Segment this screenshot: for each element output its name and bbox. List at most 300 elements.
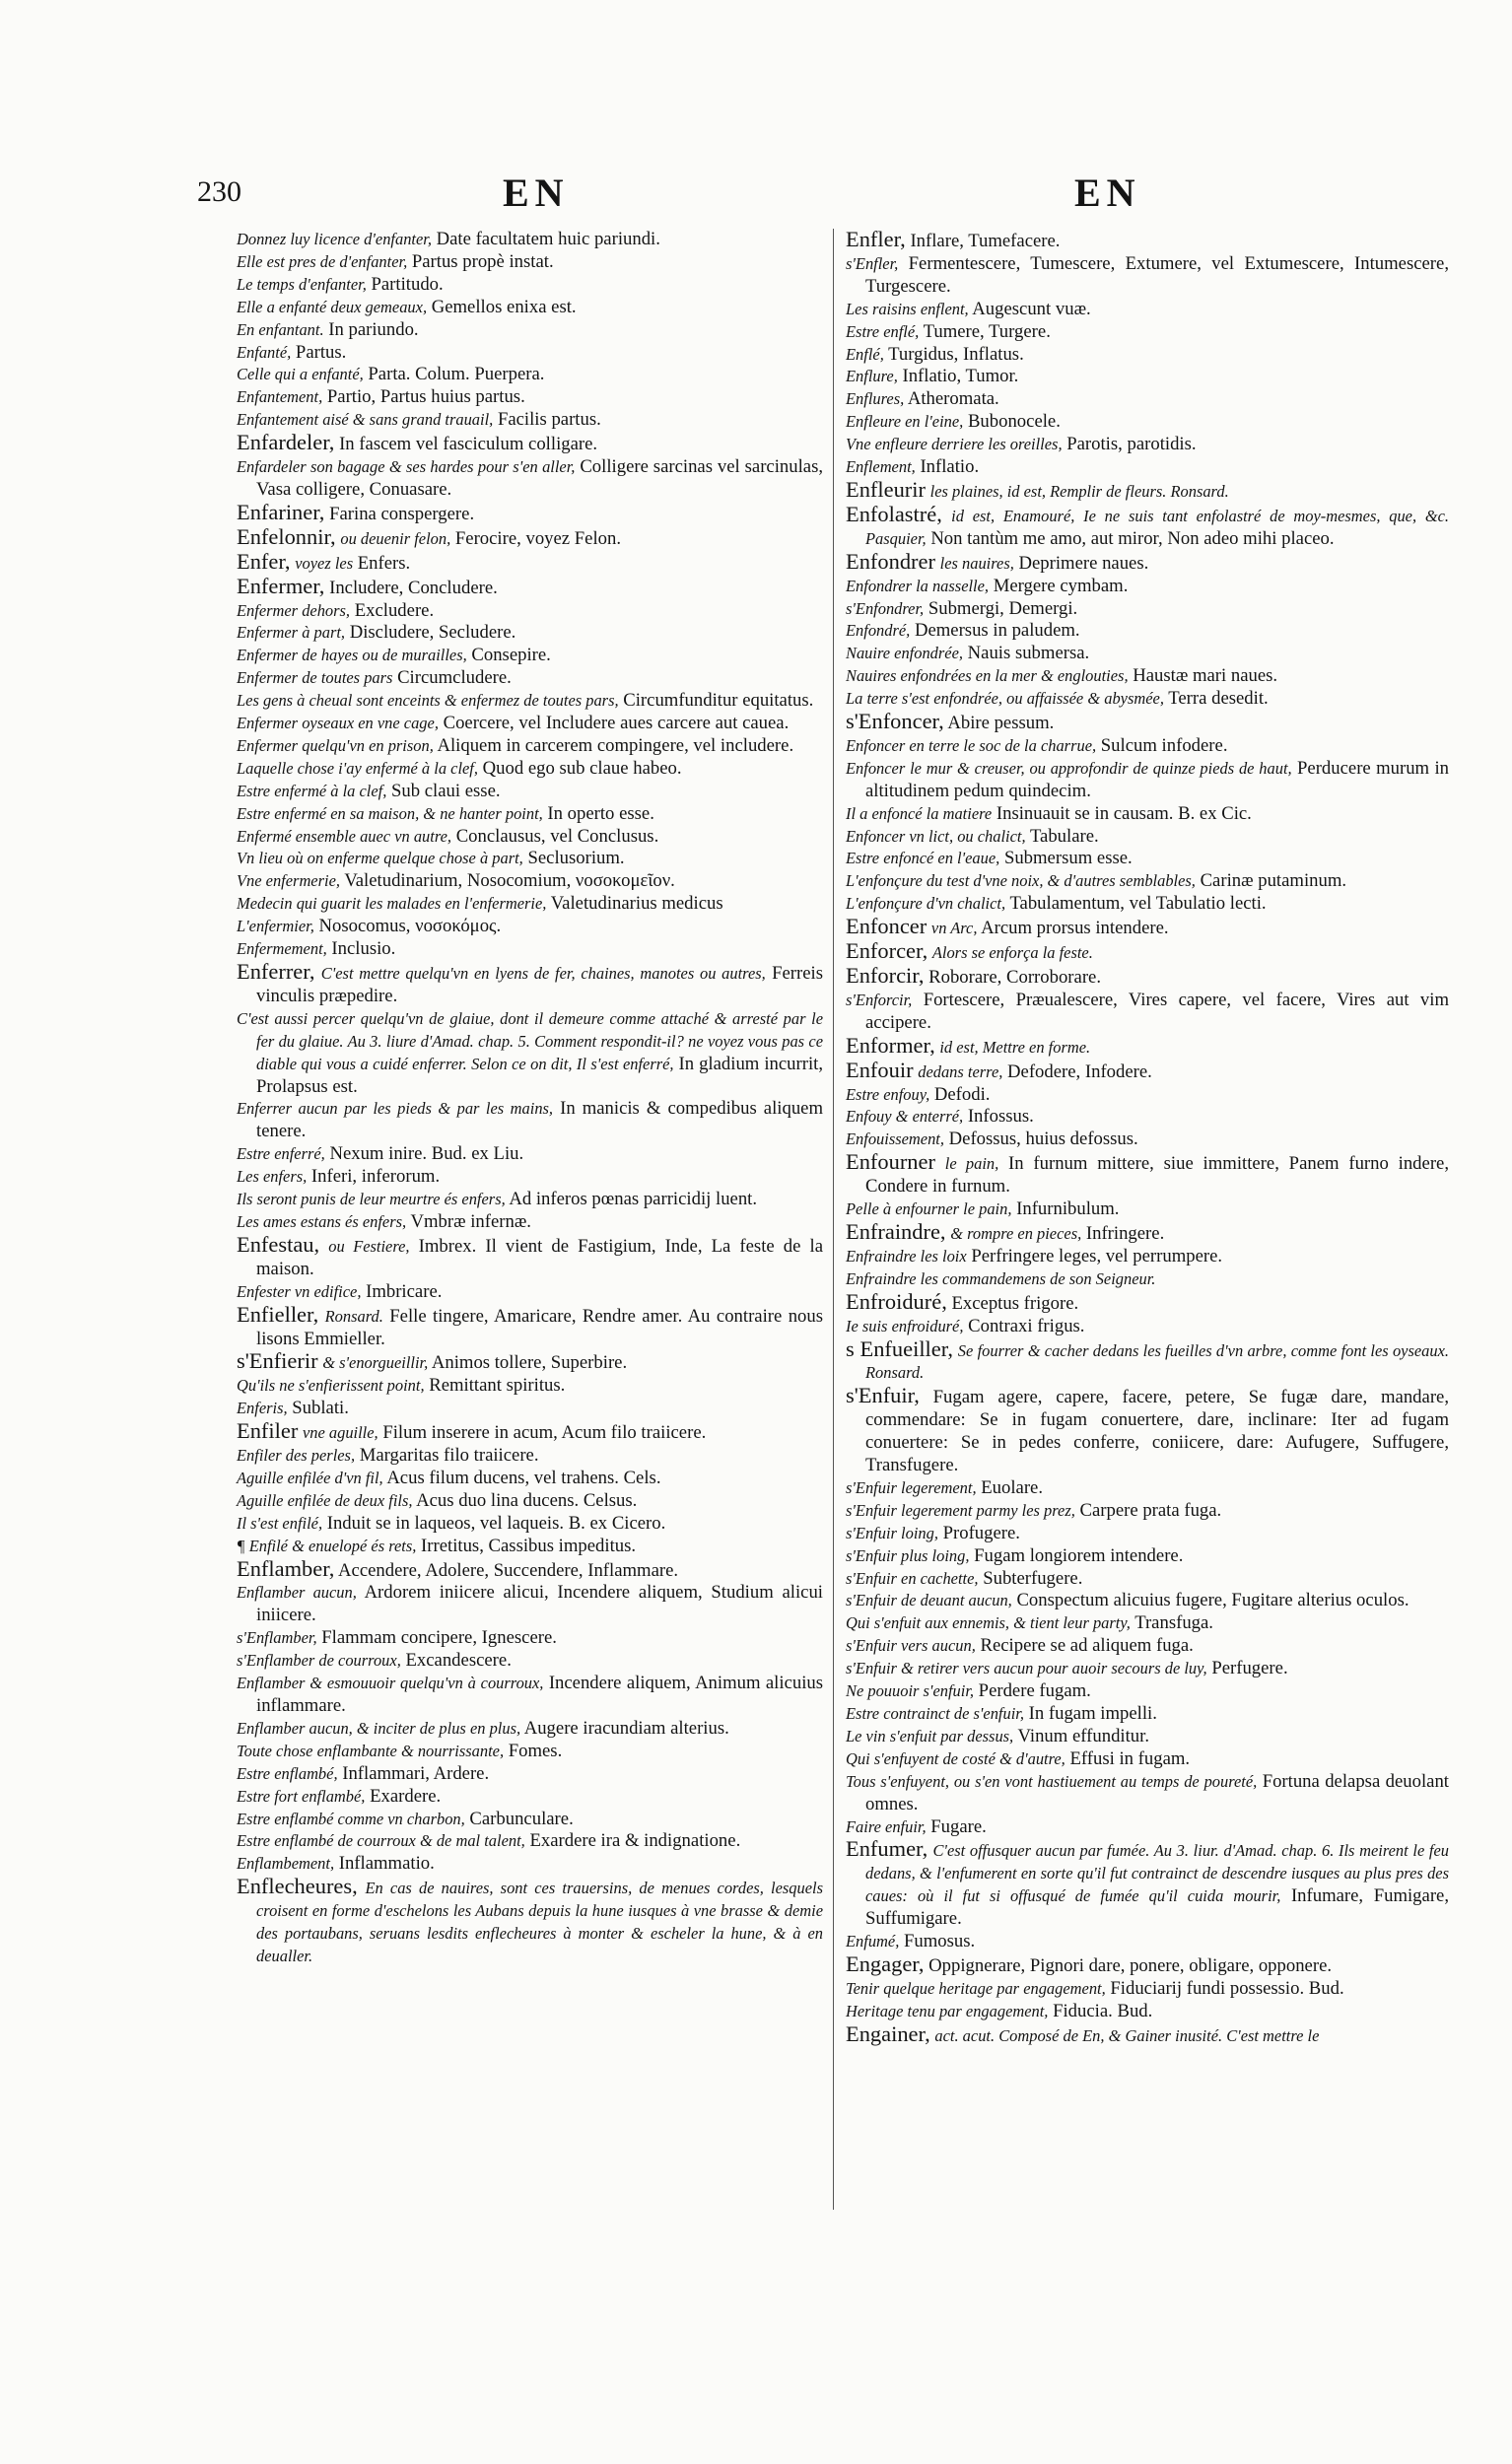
entry-french: Enfiler des perles,	[237, 1446, 356, 1466]
entry-latin: Fugare.	[930, 1815, 987, 1837]
dictionary-entry	[237, 1143, 823, 1166]
entry-latin: Carpere prata fuga.	[1079, 1499, 1222, 1521]
entry-latin: Conspectum alicuius fugere, Fugitare alterius oculos.	[1016, 1590, 1409, 1611]
dictionary-entry	[237, 319, 823, 342]
entry-french: les plaines, id est, Remplir de fleurs. Ronsard.	[929, 481, 1229, 501]
entry-french: Enfumé,	[846, 1932, 900, 1951]
entry-french: & s'enorgueillir,	[322, 1353, 429, 1373]
entry-french: Enflures,	[846, 389, 905, 409]
entry-latin: Mergere cymbam.	[993, 575, 1129, 596]
dictionary-entry	[846, 1953, 1449, 1978]
entry-french: Estre enflambé comme vn charbon,	[237, 1809, 465, 1828]
entry-french: Il a enfoncé la matiere	[846, 803, 993, 823]
entry-french: s'Enfuir legerement parmy les prez,	[846, 1500, 1075, 1520]
entry-latin: In operto esse.	[547, 802, 654, 824]
entry-latin: Accendere, Adolere, Succendere, Inflammare.	[338, 1559, 679, 1581]
entry-latin: Deprimere naues.	[1018, 552, 1149, 574]
dictionary-entry	[846, 388, 1449, 411]
entry-latin: Subterfugere.	[983, 1567, 1083, 1589]
entry-latin: Excandescere.	[405, 1650, 512, 1672]
entry-latin: Circumcludere.	[397, 667, 512, 689]
entry-headword: Enfer,	[237, 548, 291, 574]
entry-latin: In manicis & compedibus aliquem tenere.	[256, 1098, 823, 1142]
entry-latin: Fiducia. Bud.	[1053, 2000, 1153, 2021]
dictionary-entry	[237, 456, 823, 502]
dictionary-entry	[846, 848, 1449, 870]
entry-headword: Enformer,	[846, 1032, 935, 1058]
entry-latin: Fiduciarij fundi possessio. Bud.	[1110, 1977, 1344, 1999]
dictionary-entry	[237, 1786, 823, 1809]
entry-latin: Contraxi frigus.	[968, 1315, 1085, 1336]
entry-french: les nauires,	[939, 553, 1014, 573]
entry-french: Enflement,	[846, 457, 916, 477]
entry-latin: Inflammatio.	[338, 1853, 435, 1875]
entry-french: & rompre en pieces,	[950, 1223, 1082, 1243]
dictionary-entry	[846, 2001, 1449, 2023]
dictionary-entry	[237, 342, 823, 365]
entry-french: Enfardeler son bagage & ses hardes pour s'en aller,	[237, 457, 576, 477]
entry-latin: Fortescere, Præualescere, Vires capere, vel facere, Vires aut vim accipere.	[865, 989, 1450, 1033]
entry-latin: Perdere fugam.	[978, 1680, 1091, 1702]
dictionary-entry	[237, 1763, 823, 1786]
dictionary-entry	[846, 916, 1449, 940]
dictionary-entry	[846, 501, 1450, 551]
dictionary-entry	[237, 1876, 823, 1968]
entry-french: id est, Enamouré, Ie ne suis tant enfolastré de moy-mesmes, que, &c. Pasquier,	[865, 506, 1450, 548]
entry-french: Donnez luy licence d'enfanter,	[237, 230, 432, 248]
entry-latin: Acus filum ducens, vel trahens. Cels.	[386, 1467, 661, 1488]
entry-headword: Enfiler	[237, 1418, 299, 1444]
dictionary-entry	[237, 1468, 823, 1490]
entry-latin: Bubonocele.	[967, 411, 1061, 433]
entry-latin: Transfuga.	[1134, 1612, 1213, 1634]
entry-french: s'Enfuir de deuant aucun,	[846, 1591, 1012, 1610]
dictionary-entry	[846, 665, 1449, 688]
entry-french: Se fourrer & cacher dedans les fueilles d'vn arbre, comme font les oyseaux. Ronsard.	[865, 1340, 1449, 1383]
entry-french: Le temps d'enfanter,	[237, 274, 367, 294]
entry-latin: Fugam longiorem intendere.	[974, 1544, 1184, 1566]
entry-latin: Inclusio.	[331, 938, 396, 960]
entry-french: Enfester vn edifice,	[237, 1281, 362, 1301]
entry-latin: Sulcum infodere.	[1100, 734, 1228, 756]
entry-french: Ie suis enfroiduré,	[846, 1316, 964, 1335]
dictionary-entry	[237, 803, 823, 826]
entry-french: le pain,	[944, 1154, 999, 1174]
dictionary-entry	[237, 781, 823, 803]
entry-latin: Animos tollere, Superbire.	[431, 1352, 628, 1374]
dictionary-entry	[846, 758, 1449, 803]
dictionary-entry	[846, 1106, 1449, 1129]
dictionary-entry	[846, 1032, 1449, 1060]
entry-french: Vne enfleure derriere les oreilles,	[846, 435, 1063, 454]
entry-latin: In gladium incurrit, Prolapsus est.	[256, 1053, 824, 1097]
entry-latin: Acus duo lina ducens. Celsus.	[416, 1489, 638, 1511]
entry-latin: Haustæ mari naues.	[1133, 665, 1278, 687]
dictionary-entry	[846, 253, 1449, 299]
entry-latin: In furnum mittere, siue immittere, Panem furno indere, Condere in furnum.	[865, 1153, 1450, 1198]
dictionary-entry	[846, 1978, 1449, 2001]
entry-headword: s Enfueiller,	[846, 1335, 953, 1361]
entry-french: Aguille enfilée d'vn fil,	[237, 1468, 383, 1487]
entry-french: Le vin s'enfuit par dessus,	[846, 1726, 1014, 1745]
dictionary-entry	[237, 1627, 823, 1650]
entry-latin: Margaritas filo traiicere.	[359, 1445, 539, 1467]
entry-french: id est, Mettre en forme.	[939, 1037, 1091, 1057]
entry-latin: Remittant spiritus.	[429, 1375, 566, 1397]
entry-french: Enfoncer en terre le soc de la charrue,	[846, 735, 1097, 755]
entry-french: Faire enfuir,	[846, 1816, 927, 1836]
entry-headword: Enfieller,	[237, 1301, 319, 1327]
entry-french: Nauire enfondrée,	[846, 644, 963, 663]
dictionary-entry	[237, 1398, 823, 1420]
entry-french: s'Enfuir legerement,	[846, 1477, 977, 1497]
entry-latin: Irretitus, Cassibus impeditus.	[421, 1535, 637, 1556]
entry-latin: Partus.	[295, 341, 347, 363]
entry-headword: Enfroiduré,	[846, 1288, 947, 1314]
entry-latin: Roborare, Corroborare.	[928, 967, 1102, 988]
dictionary-entry	[237, 826, 823, 849]
entry-french: Enferrer aucun par les pieds & par les mains,	[237, 1099, 554, 1119]
entry-french: Enfermer à part,	[237, 623, 346, 643]
entry-latin: Parotis, parotidis.	[1066, 434, 1197, 455]
dictionary-entry	[846, 1335, 1449, 1386]
dictionary-entry	[237, 1301, 824, 1351]
dictionary-entry	[846, 1545, 1449, 1568]
right-column	[846, 229, 1449, 2048]
dictionary-entry	[846, 321, 1449, 344]
dictionary-entry	[237, 1445, 823, 1468]
dictionary-entry	[237, 1166, 823, 1189]
dictionary-entry	[237, 961, 823, 1008]
entry-latin: Fumosus.	[904, 1931, 976, 1952]
entry-french: ou deuenir felon,	[340, 528, 451, 548]
entry-latin: Ardorem iniicere alicui, Incendere aliquem, Studium alicui iniicere.	[256, 1582, 823, 1626]
entry-french: Enfraindre les loix	[846, 1246, 967, 1266]
entry-latin: Incendere aliquem, Animum alicuius inflammare.	[256, 1673, 824, 1716]
entry-french: Enfleure en l'eine,	[846, 412, 964, 432]
dictionary-entry	[846, 1218, 1449, 1246]
dictionary-entry	[846, 1726, 1449, 1748]
dictionary-entry	[846, 711, 1449, 735]
dictionary-entry	[846, 1246, 1449, 1268]
entry-headword: Enfermer,	[237, 573, 325, 598]
dictionary-entry	[237, 1098, 823, 1143]
entry-latin: Quod ego sub claue habeo.	[482, 757, 682, 779]
entry-latin: Terra desedit.	[1168, 688, 1269, 710]
entry-latin: In fascem vel fasciculum colligare.	[339, 434, 598, 455]
entry-latin: Nosocomus, νοσοκόμος.	[318, 916, 502, 937]
dictionary-entry	[237, 758, 823, 781]
entry-headword: s'Enfoncer,	[846, 709, 944, 734]
entry-headword: Enfouir	[846, 1057, 914, 1082]
entry-latin: Submergi, Demergi.	[928, 597, 1078, 619]
dictionary-entry	[846, 1129, 1449, 1151]
dictionary-entry	[846, 1477, 1449, 1500]
dictionary-entry	[846, 598, 1449, 621]
dictionary-entry	[237, 1420, 823, 1445]
entry-latin: Farina conspergere.	[329, 503, 475, 524]
dictionary-entry	[237, 1555, 823, 1583]
entry-headword: Enfolastré,	[846, 501, 942, 526]
entry-latin: Defodi.	[933, 1083, 991, 1105]
dictionary-entry	[846, 1057, 1449, 1084]
entry-french: Enfermer de hayes ou de murailles,	[237, 646, 467, 665]
entry-french: Enfantement,	[237, 387, 323, 407]
entry-latin: Ad inferos pœnas parricidij luent.	[509, 1189, 758, 1210]
dictionary-entry	[846, 434, 1449, 456]
entry-french: Enflamber aucun,	[237, 1583, 357, 1603]
dictionary-entry	[237, 409, 823, 432]
entry-latin: Felle tingere, Amaricare, Rendre amer. Au contraire nous lisons Emmieller.	[256, 1305, 824, 1349]
entry-latin: Nexum inire. Bud. ex Liu.	[329, 1143, 524, 1165]
entry-latin: Atheromata.	[907, 388, 999, 410]
entry-latin: Discludere, Secludere.	[349, 622, 516, 644]
entry-latin: Defodere, Infodere.	[1007, 1061, 1152, 1082]
entry-french: L'enfermier,	[237, 917, 314, 936]
dictionary-entry	[237, 1650, 823, 1673]
entry-latin: Tumere, Turgere.	[923, 320, 1051, 342]
entry-latin: Sub claui esse.	[390, 780, 501, 801]
dictionary-entry	[237, 432, 823, 456]
dictionary-entry	[237, 713, 823, 735]
column-rule	[833, 229, 834, 2210]
entry-french: C'est offusquer aucun par fumée. Au 3. liur. d'Amad. chap. 6. Ils meirent le feu dedans, & l'enfumerent en sorte qu'il fut contrainct de descendre iusques au plus pres des caues: où il fut si offusqué de fumée qu'il cuida mourir,	[865, 1841, 1450, 1906]
entry-latin: Fermentescere, Tumescere, Extumere, vel Extumescere, Intumescere, Turgescere.	[865, 252, 1449, 297]
entry-latin: Partitudo.	[371, 273, 444, 295]
entry-french: Enfantement aisé & sans grand trauail,	[237, 410, 494, 430]
entry-french: s'Enfuir loing,	[846, 1523, 938, 1542]
dictionary-entry	[846, 940, 1449, 965]
dictionary-entry	[846, 688, 1449, 711]
dictionary-entry	[237, 548, 823, 576]
entry-french: s'Enfuir plus loing,	[846, 1545, 970, 1565]
entry-french: Qu'ils ne s'enfierissent point,	[237, 1376, 425, 1396]
entry-headword: Enfoncer	[846, 914, 928, 939]
entry-latin: Coercere, vel Includere aues carcere aut cauea.	[443, 713, 790, 734]
dictionary-entry	[846, 1151, 1449, 1198]
entry-headword: Enflecheures,	[237, 1874, 358, 1899]
entry-latin: In fugam impelli.	[1028, 1703, 1157, 1724]
entry-french: Enfermé ensemble auec vn autre,	[237, 826, 452, 846]
dictionary-entry	[846, 1288, 1449, 1316]
dictionary-entry	[846, 1568, 1449, 1591]
dictionary-entry	[237, 893, 823, 916]
dictionary-entry	[237, 573, 823, 600]
dictionary-entry	[237, 848, 823, 870]
dictionary-entry	[237, 1809, 823, 1831]
entry-latin: Abire pessum.	[947, 713, 1055, 734]
dictionary-entry	[237, 499, 823, 526]
dictionary-entry	[846, 1500, 1449, 1523]
dictionary-entry	[237, 1513, 823, 1536]
entry-latin: Carinæ putaminum.	[1200, 870, 1347, 892]
entry-latin: Infurnibulum.	[1016, 1198, 1120, 1220]
entry-french: Aguille enfilée de deux fils,	[237, 1490, 413, 1510]
entry-latin: Facilis partus.	[497, 409, 601, 431]
entry-french: Vn lieu où on enferme quelque chose à part,	[237, 849, 523, 868]
entry-latin: Consepire.	[471, 645, 551, 666]
dictionary-entry	[846, 1771, 1449, 1816]
entry-french: Toute chose enflambante & nourrissante,	[237, 1741, 505, 1760]
dictionary-entry	[237, 1536, 823, 1558]
entry-french: s'Enflamber de courroux,	[237, 1651, 401, 1671]
entry-latin: Filum inserere in acum, Acum filo traiicere.	[382, 1422, 707, 1444]
dictionary-entry	[846, 411, 1449, 434]
entry-french: Estre enferré,	[237, 1144, 325, 1164]
entry-french: voyez les	[295, 553, 354, 573]
dictionary-entry	[237, 1718, 823, 1741]
entry-latin: Induit se in laqueos, vel laqueis. B. ex Cicero.	[326, 1512, 666, 1534]
entry-french: L'enfonçure du test d'vne noix, & d'autres semblables,	[846, 871, 1196, 891]
entry-latin: Includere, Concludere.	[329, 577, 498, 598]
running-head-right: EN	[1074, 171, 1141, 215]
dictionary-entry	[237, 1350, 823, 1375]
entry-french: Heritage tenu par engagement,	[846, 2001, 1049, 2020]
entry-french: Ne pouuoir s'enfuir,	[846, 1681, 974, 1701]
entry-latin: Circumfunditur equitatus.	[623, 690, 814, 712]
entry-french: Estre enfouy,	[846, 1084, 930, 1104]
dictionary-entry	[846, 1523, 1449, 1545]
entry-french: Enfermement,	[237, 939, 327, 959]
dictionary-entry	[237, 870, 823, 893]
entry-latin: Aliquem in carcerem compingere, vel includere.	[437, 734, 794, 756]
entry-headword: Enforcer,	[846, 938, 928, 964]
entry-french: Ronsard.	[324, 1306, 383, 1326]
entry-latin: Oppignerare, Pignori dare, ponere, obligare, opponere.	[928, 1954, 1333, 1976]
entry-headword: Enflamber,	[237, 1555, 335, 1581]
entry-french: Enfraindre les commandemens de son Seigneur.	[846, 1268, 1156, 1288]
entry-latin: Seclusorium.	[527, 848, 625, 869]
entry-latin: Partus propè instat.	[411, 250, 554, 272]
entry-french: Enfermer dehors,	[237, 600, 351, 620]
entry-latin: Tabulare.	[1029, 825, 1099, 847]
entry-french: Enfondré,	[846, 621, 911, 641]
entry-french: Qui s'enfuyent de costé & d'autre,	[846, 1748, 1065, 1768]
dictionary-entry	[237, 916, 823, 938]
dictionary-entry	[846, 2020, 1449, 2048]
entry-french: Estre enflambé,	[237, 1763, 338, 1783]
dictionary-entry	[846, 1268, 1449, 1291]
entry-latin: Exceptus frigore.	[951, 1292, 1079, 1314]
entry-french: Alors se enforça la feste.	[931, 943, 1093, 963]
entry-french: Estre enfermé en sa maison, & ne hanter point,	[237, 803, 543, 823]
entry-french: Les raisins enflent,	[846, 299, 969, 318]
dictionary-entry	[846, 893, 1449, 916]
entry-french: Enfouy & enterré,	[846, 1107, 964, 1127]
entry-latin: Infringere.	[1085, 1222, 1165, 1244]
dictionary-entry	[237, 645, 823, 667]
entry-french: Nauires enfondrées en la mer & englouties,	[846, 666, 1129, 686]
entry-latin: Ferocire, voyez Felon.	[454, 527, 622, 549]
entry-headword: s'Enfierir	[237, 1348, 318, 1374]
entry-french: dedans terre,	[918, 1061, 1003, 1081]
entry-latin: Inflare, Tumefacere.	[910, 231, 1061, 251]
entry-french: Il s'est enfilé,	[237, 1513, 323, 1533]
entry-latin: Vmbræ infernæ.	[410, 1210, 531, 1232]
entry-french: Enfouissement,	[846, 1129, 944, 1149]
entry-latin: Flammam concipere, Ignescere.	[321, 1627, 557, 1649]
entry-french: Pelle à enfourner le pain,	[846, 1199, 1012, 1219]
entry-headword: Enfondrer	[846, 548, 935, 574]
entry-french: Estre enfoncé en l'eaue,	[846, 849, 1000, 868]
entry-french: act. acut. Composé de En, & Gainer inusité. C'est mettre le	[934, 2025, 1320, 2045]
entry-french: C'est aussi percer quelqu'vn de glaiue, dont il demeure comme attaché & arresté par le fer du glaiue. Au 3. liure d'Amad. chap. 5. Comment respondit-il? ne voyez vous pas ce diable qui vous a cuidé enferrer. Selon ce on dit, Il s'est enferré,	[237, 1008, 823, 1073]
dictionary-entry	[846, 1748, 1449, 1771]
entry-french: C'est mettre quelqu'vn en lyens de fer, chaines, manotes ou autres,	[320, 964, 766, 983]
dictionary-entry	[846, 366, 1449, 388]
dictionary-entry	[237, 690, 823, 713]
entry-latin: Valetudinarium, Nosocomium, νοσοκομεῖον.	[344, 870, 675, 892]
entry-headword: Enfariner,	[237, 499, 325, 524]
entry-french: s'Enfuir en cachette,	[846, 1568, 979, 1588]
entry-headword: Enforcir,	[846, 963, 925, 988]
entry-latin: Carbunculare.	[469, 1808, 574, 1829]
entry-french: Les enfers,	[237, 1167, 308, 1187]
entry-french: Estre enflé,	[846, 321, 920, 341]
entry-french: La terre s'est enfondrée, ou affaissée & abysmée,	[846, 689, 1164, 709]
dictionary-entry	[237, 622, 823, 645]
dictionary-entry	[237, 1231, 824, 1281]
entry-french: Estre fort enflambé,	[237, 1786, 366, 1806]
entry-headword: s'Enfuir,	[846, 1383, 920, 1408]
dictionary-entry	[237, 938, 823, 961]
entry-french: Vne enfermerie,	[237, 871, 340, 891]
entry-headword: Enfestau,	[237, 1231, 320, 1257]
dictionary-entry	[237, 1490, 823, 1513]
entry-latin: Imbrex. Il vient de Fastigium, Inde, La feste de la maison.	[256, 1235, 824, 1279]
page-number: 230	[197, 175, 241, 208]
entry-latin: Recipere se ad aliquem fuga.	[980, 1635, 1194, 1657]
entry-french: Enfermer oyseaux en vne cage,	[237, 714, 439, 733]
entry-french: Estre enflambé de courroux & de mal talent,	[237, 1831, 525, 1851]
dictionary-entry	[237, 251, 823, 274]
entry-french: Les ames estans és enfers,	[237, 1211, 407, 1231]
dictionary-entry	[846, 456, 1449, 479]
entry-french: Enflambement,	[237, 1854, 335, 1874]
dictionary-entry	[846, 1838, 1449, 1931]
entry-french: Enflure,	[846, 367, 898, 386]
dictionary-entry	[846, 229, 1449, 253]
entry-french: ¶ Enfilé & enuelopé és rets,	[237, 1536, 417, 1555]
entry-latin: Perducere murum in altitudinem pedum quindecim.	[865, 757, 1449, 801]
dictionary-entry	[846, 476, 1449, 504]
dictionary-entry	[846, 1680, 1449, 1703]
entry-latin: Augere iracundiam alterius.	[523, 1717, 729, 1739]
entry-french: ou Festiere,	[328, 1236, 410, 1256]
entry-french: Elle est pres de d'enfanter,	[237, 251, 408, 271]
entry-french: L'enfonçure d'vn chalict,	[846, 894, 1006, 914]
entry-latin: Perfugere.	[1211, 1658, 1288, 1679]
entry-headword: Engager,	[846, 1951, 925, 1976]
entry-headword: Enfardeler,	[237, 430, 335, 455]
dictionary-entry	[846, 965, 1449, 990]
entry-french: Estre enfermé à la clef,	[237, 781, 387, 800]
dictionary-entry	[846, 1816, 1449, 1839]
dictionary-entry	[237, 1189, 823, 1211]
entry-french: Estre contrainct de s'enfuir,	[846, 1704, 1024, 1723]
dictionary-entry	[237, 297, 823, 319]
entry-headword: Enfourner	[846, 1149, 935, 1175]
dictionary-entry	[237, 1673, 823, 1718]
dictionary-entry	[237, 229, 823, 251]
dictionary-entry	[846, 1612, 1449, 1635]
dictionary-entry	[237, 523, 823, 551]
dictionary-entry	[846, 548, 1449, 576]
entry-french: vne aguille,	[302, 1423, 378, 1443]
entry-latin: Effusi in fugam.	[1069, 1747, 1191, 1769]
entry-latin: Fomes.	[508, 1740, 563, 1761]
entry-french: Elle a enfanté deux gemeaux,	[237, 297, 428, 316]
